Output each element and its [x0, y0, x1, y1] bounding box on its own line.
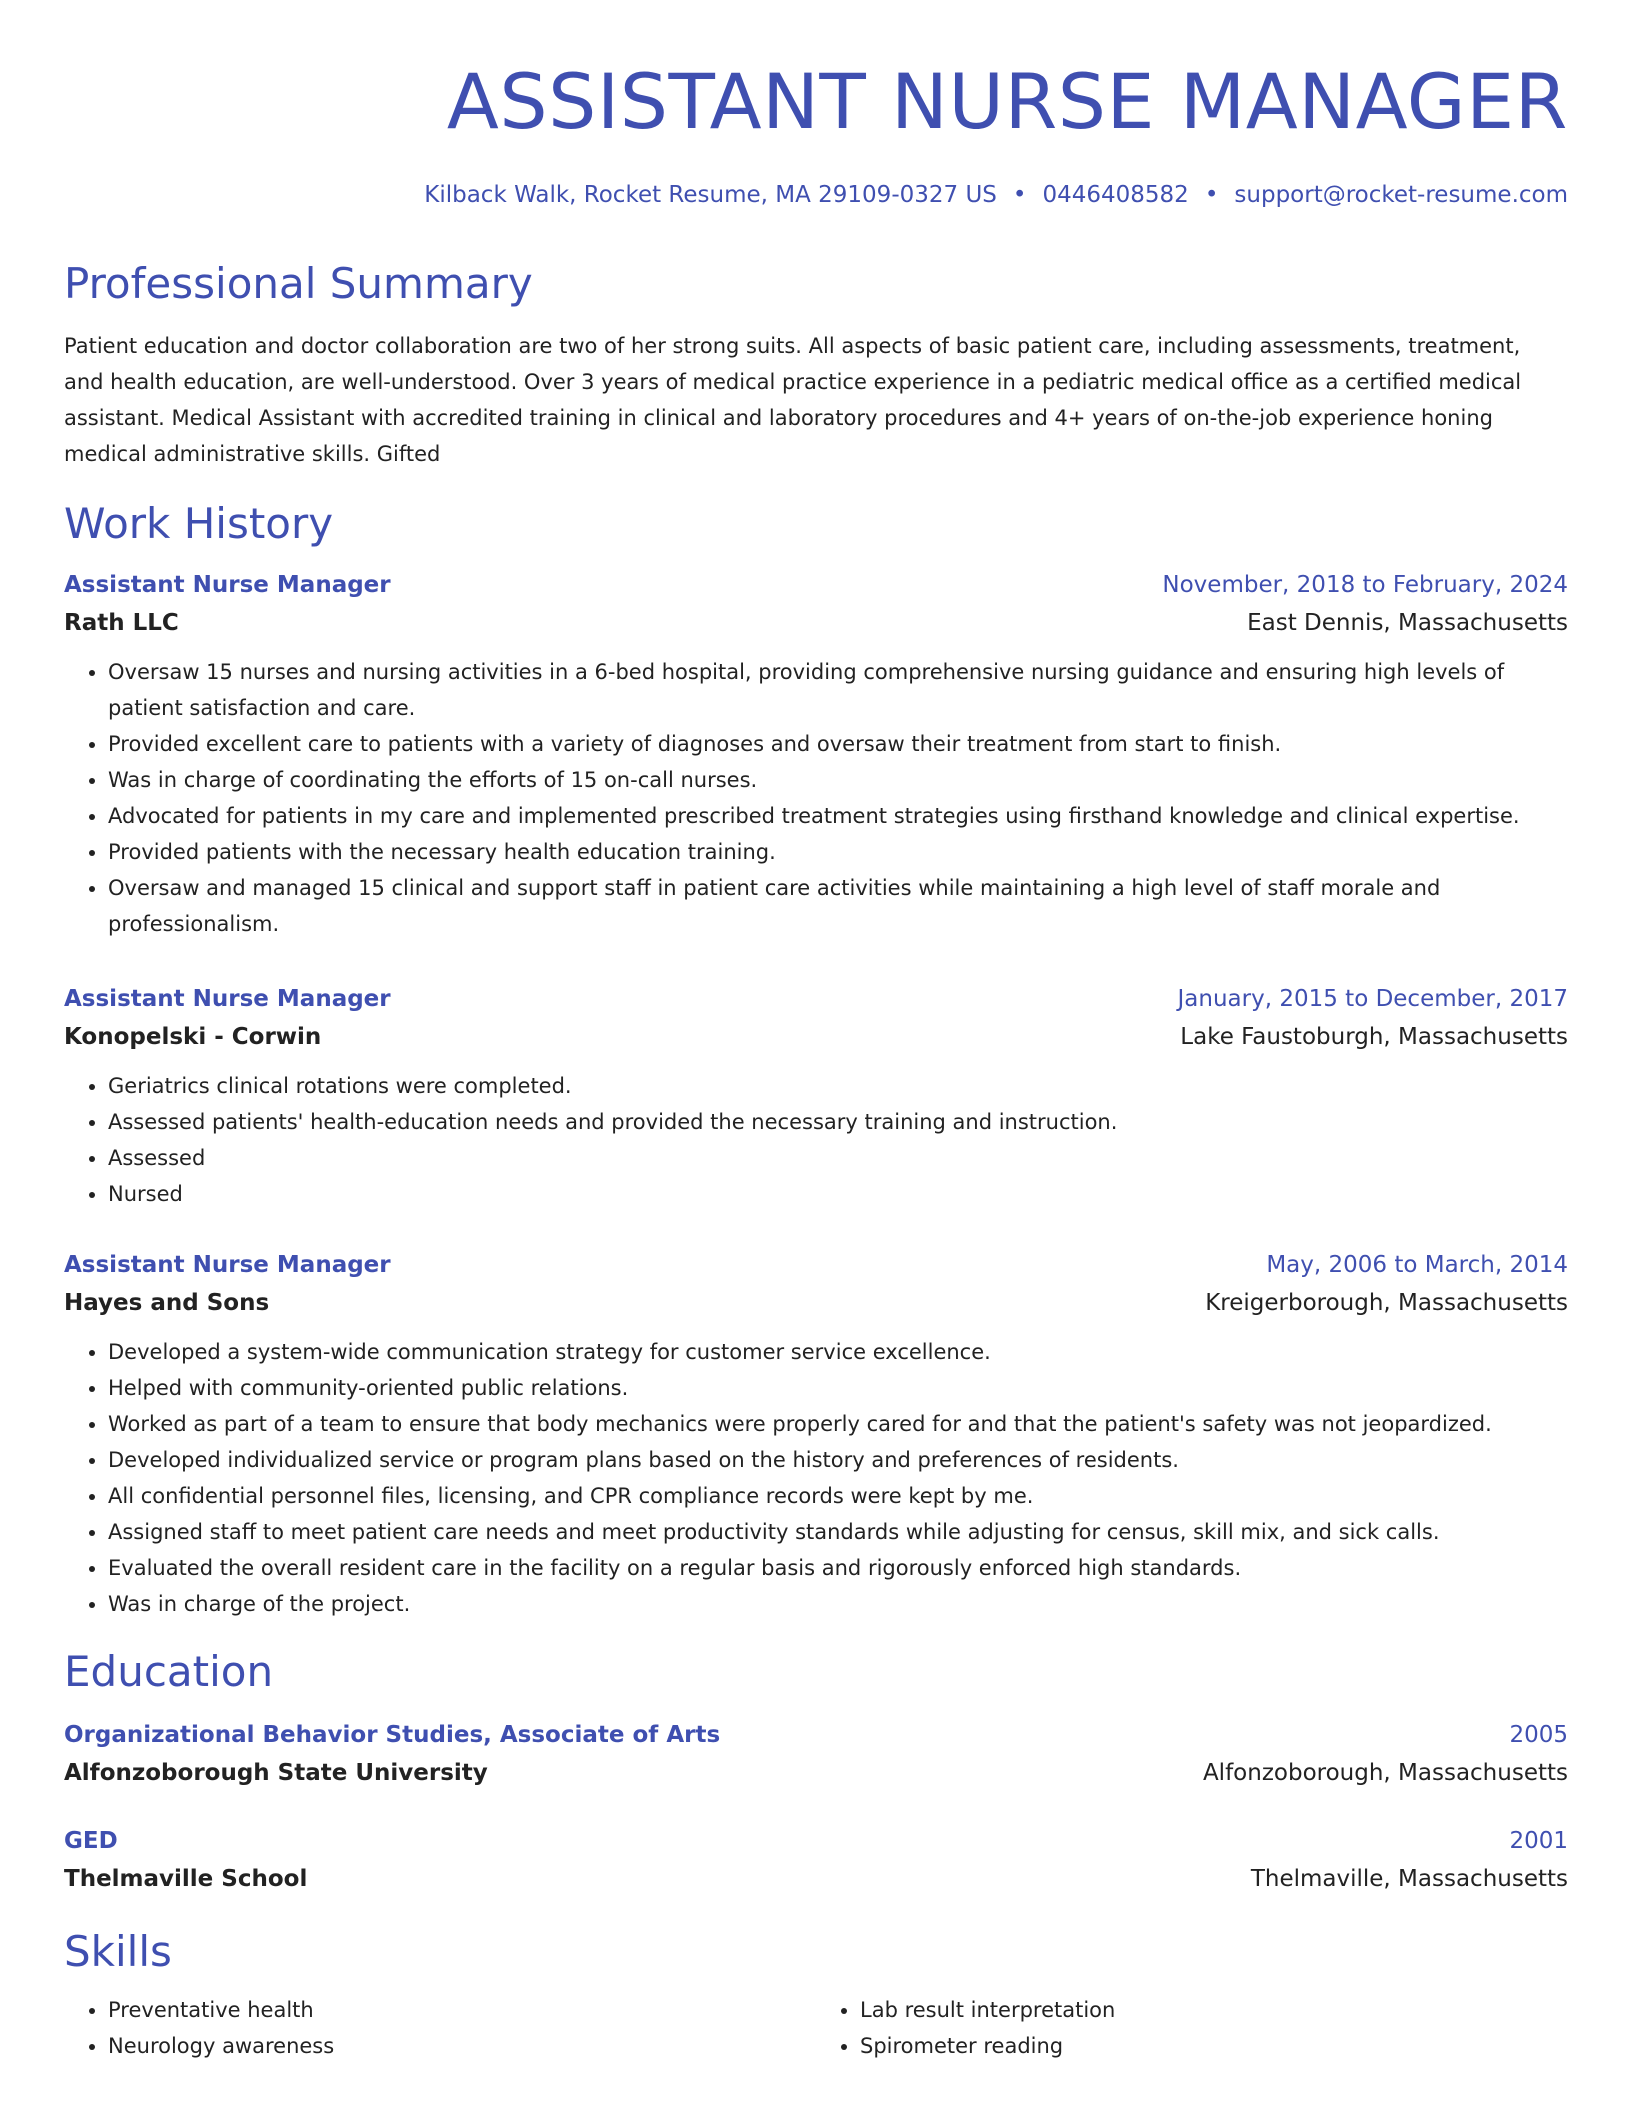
job-bullet: • Evaluated the overall resident care in the facility on a regular basis and rigorously enforced high standards.: [108, 1550, 1568, 1586]
skills-column-right: [816, 1992, 1568, 2064]
job-dates: May, 2006 to March, 2014: [1266, 1252, 1568, 1278]
job-bullet: • Provided excellent care to patients with a variety of diagnoses and oversaw their treatment from start to finish.: [108, 726, 1568, 762]
work-history-heading: Work History: [64, 499, 334, 548]
skills-heading: Skills: [64, 1927, 172, 1976]
job-bullet: • Helped with community-oriented public relations.: [108, 1370, 1568, 1406]
job-bullet: • Developed a system-wide communication strategy for customer service excellence.: [108, 1334, 1568, 1370]
education-degree: GED: [64, 1828, 118, 1854]
job-entry: [64, 570, 1568, 942]
contact-line: [64, 180, 1568, 210]
job-bullet: • Nursed: [108, 1176, 1568, 1212]
education-year: 2001: [1509, 1828, 1568, 1854]
job-bullet: • Advocated for patients in my care and implemented prescribed treatment strategies using firsthand knowledge and clinical expertise.: [108, 798, 1568, 834]
job-bullet: • Provided patients with the necessary health education training.: [108, 834, 1568, 870]
job-dates: November, 2018 to February, 2024: [1162, 572, 1568, 598]
contact-separator: •: [1012, 182, 1027, 208]
summary-heading: Professional Summary: [64, 259, 533, 308]
job-bullet: • Worked as part of a team to ensure that body mechanics were properly cared for and that the patient's safety was not jeopardized.: [108, 1406, 1568, 1442]
summary-text: Patient education and doctor collaboration are two of her strong suits. All aspects of basic patient care, including assessments, treatment, and health education, are well-understood. Over 3 years of medical practice experience in a pediatric medical office as a certified medical assistant. Medical Assistant with accredited training in clinical and laboratory procedures and 4+ years of on-the-job experience honing medical administrative skills. Gifted: [64, 334, 1522, 466]
education-school: Alfonzoborough State University: [64, 1760, 488, 1786]
education-year: 2005: [1509, 1722, 1568, 1748]
skill-item: • Neurology awareness: [108, 2028, 816, 2064]
job-bullet: • Oversaw and managed 15 clinical and support staff in patient care activities while maintaining a high level of staff morale and professionalism.: [108, 870, 1568, 942]
education-location: Alfonzoborough, Massachusetts: [1202, 1760, 1568, 1786]
job-bullet: • Assessed: [108, 1140, 1568, 1176]
skill-item: • Lab result interpretation: [860, 1992, 1568, 2028]
education-entry: [64, 1720, 1568, 1788]
job-bullets: [64, 654, 1568, 942]
job-bullet: • Assessed patients' health-education needs and provided the necessary training and instruction.: [108, 1104, 1568, 1140]
job-title: Assistant Nurse Manager: [64, 986, 391, 1012]
job-company: Hayes and Sons: [64, 1290, 270, 1316]
job-location: East Dennis, Massachusetts: [1247, 610, 1568, 636]
job-entry: [64, 984, 1568, 1212]
contact-email[interactable]: support@rocket-resume.com: [1234, 182, 1568, 208]
contact-separator: •: [1204, 182, 1219, 208]
job-bullets: [64, 1334, 1568, 1622]
resume-name: ASSISTANT NURSE MANAGER: [446, 57, 1568, 146]
education-entry: [64, 1826, 1568, 1894]
job-bullet: • Geriatrics clinical rotations were completed.: [108, 1068, 1568, 1104]
job-location: Lake Faustoburgh, Massachusetts: [1180, 1024, 1568, 1050]
education-location: Thelmaville, Massachusetts: [1250, 1866, 1568, 1892]
job-entry: [64, 1250, 1568, 1622]
job-company: Rath LLC: [64, 610, 179, 636]
job-bullet: • Oversaw 15 nurses and nursing activities in a 6-bed hospital, providing comprehensive nursing guidance and ensuring high levels of patient satisfaction and care.: [108, 654, 1568, 726]
job-location: Kreigerborough, Massachusetts: [1205, 1290, 1568, 1316]
contact-phone: 0446408582: [1042, 182, 1189, 208]
job-title: Assistant Nurse Manager: [64, 572, 391, 598]
job-company: Konopelski - Corwin: [64, 1024, 322, 1050]
job-title: Assistant Nurse Manager: [64, 1252, 391, 1278]
job-bullet: • Developed individualized service or program plans based on the history and preferences of residents.: [108, 1442, 1568, 1478]
skills-column-left: [64, 1992, 816, 2064]
skill-item: • Spirometer reading: [860, 2028, 1568, 2064]
skills-list: [64, 1992, 1568, 2064]
contact-address: Kilback Walk, Rocket Resume, MA 29109-0327 US: [424, 182, 997, 208]
skill-item: • Preventative health: [108, 1992, 816, 2028]
job-bullet: • Assigned staff to meet patient care needs and meet productivity standards while adjusting for census, skill mix, and sick calls.: [108, 1514, 1568, 1550]
job-bullets: [64, 1068, 1568, 1212]
job-bullet: • Was in charge of coordinating the efforts of 15 on-call nurses.: [108, 762, 1568, 798]
job-bullet: • All confidential personnel files, licensing, and CPR compliance records were kept by me.: [108, 1478, 1568, 1514]
job-bullet: • Was in charge of the project.: [108, 1586, 1568, 1622]
education-school: Thelmaville School: [64, 1866, 308, 1892]
education-degree: Organizational Behavior Studies, Associate of Arts: [64, 1722, 721, 1748]
job-dates: January, 2015 to December, 2017: [1177, 986, 1568, 1012]
education-heading: Education: [64, 1647, 274, 1696]
